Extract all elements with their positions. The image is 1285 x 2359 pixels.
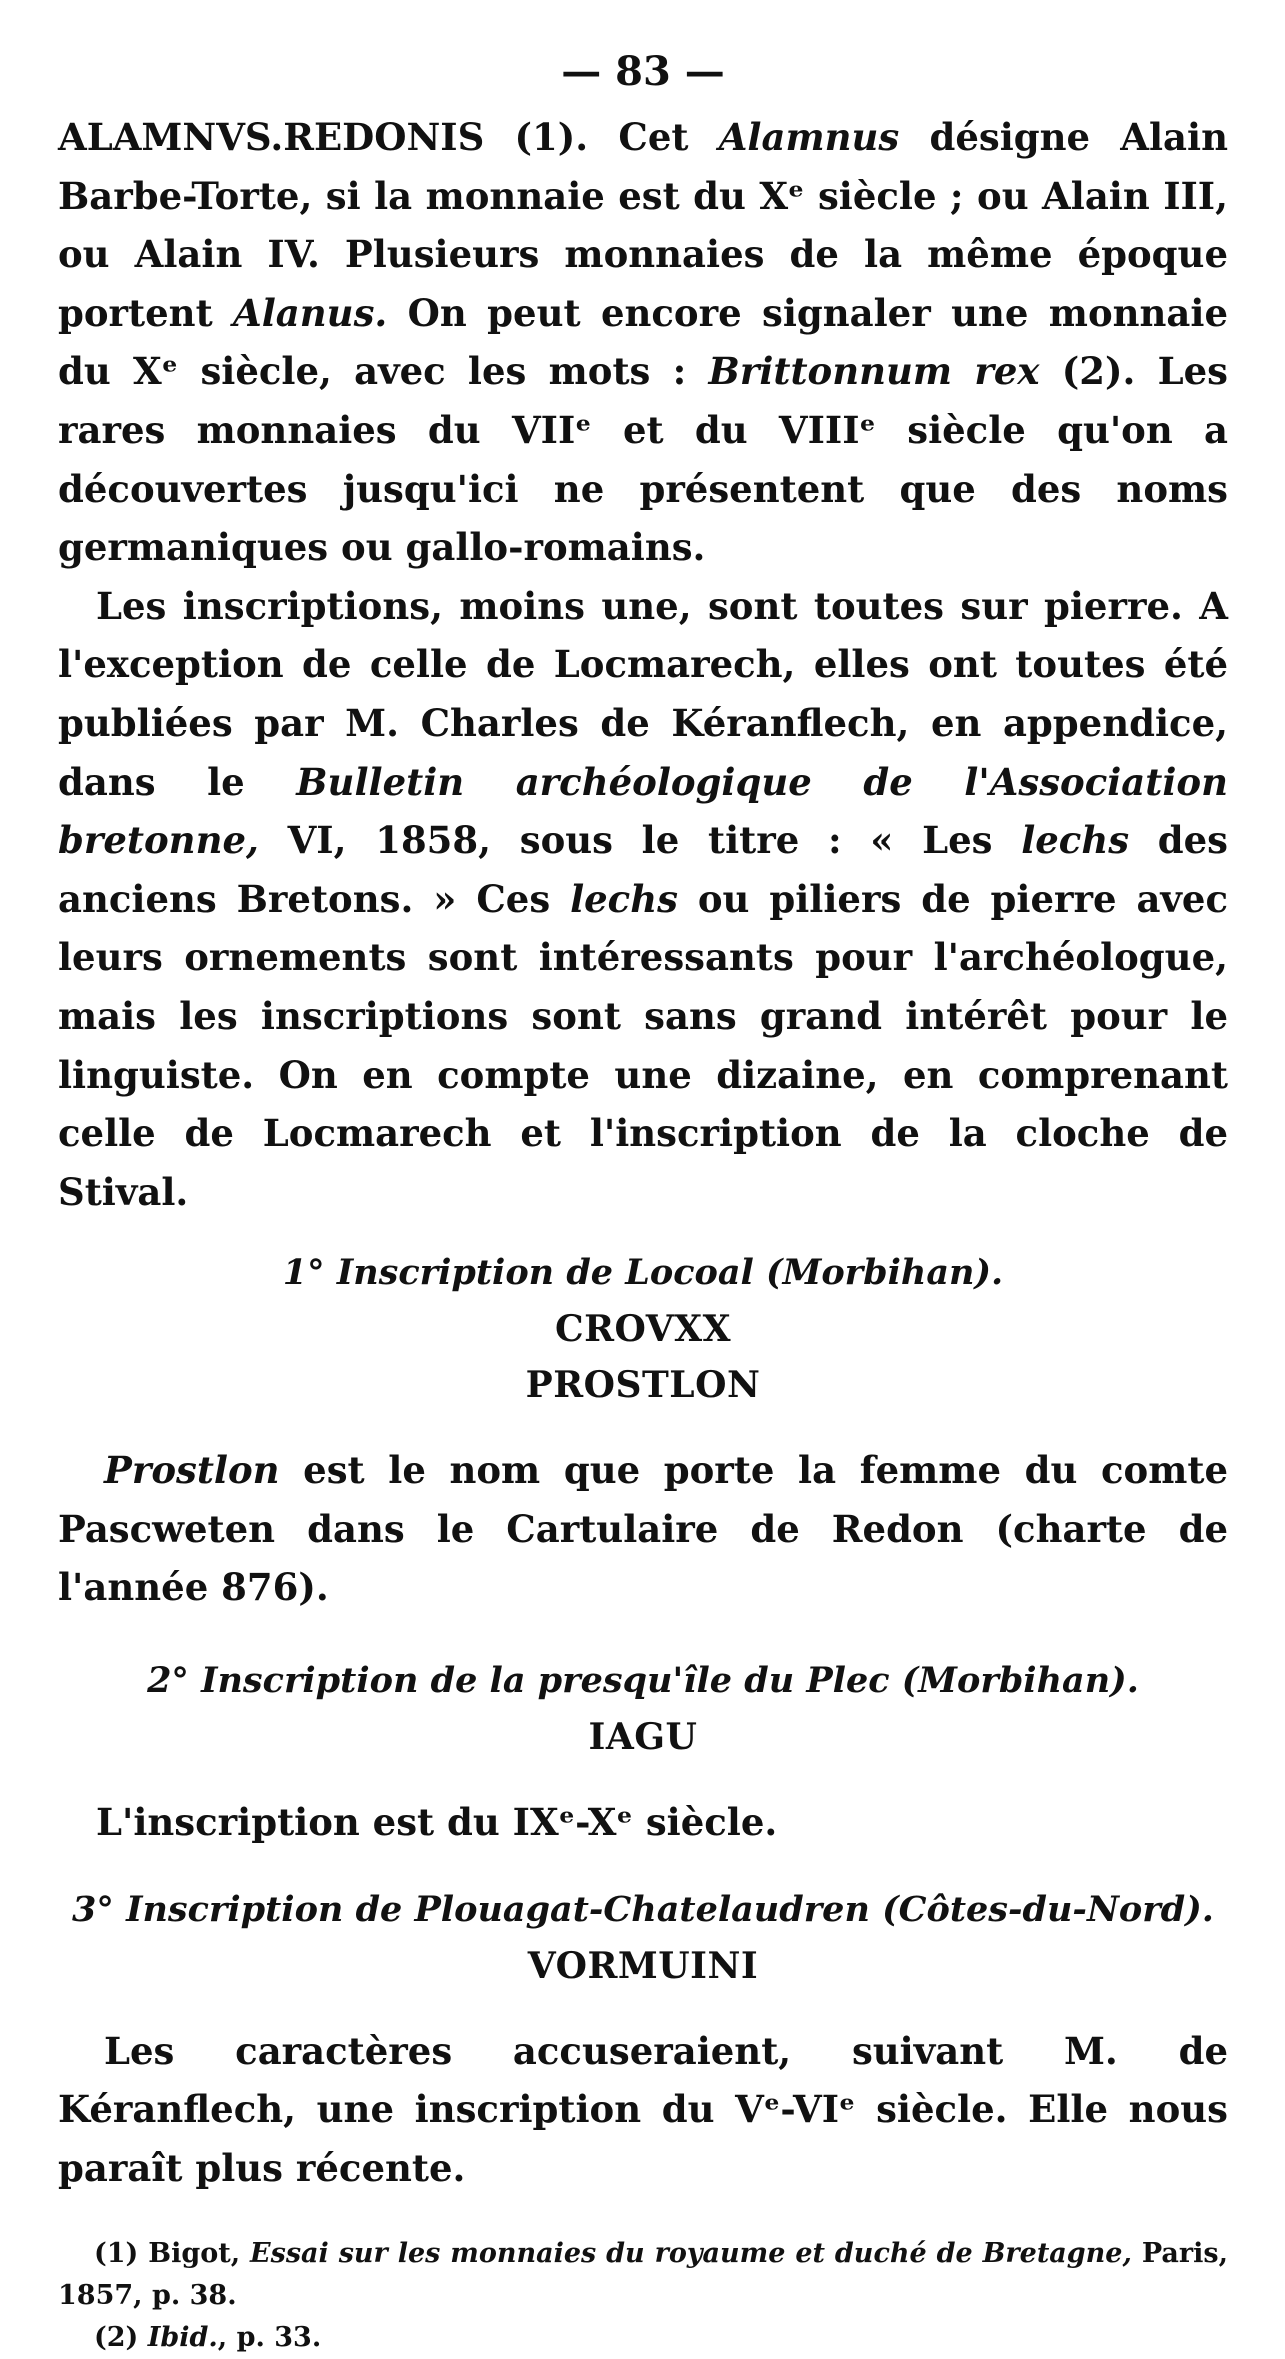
- footnotes: [58, 2233, 1228, 2359]
- para2-text-2: VI, 1858, sous le titre : « Les: [258, 818, 1022, 863]
- para2-text-4: ou piliers de pierre avec leurs ornements sont intéressants pour l'archéologue, mais les inscriptions sont sans grand intérêt pour le linguiste. On en compte une dizaine, en comprenant celle de Locmarech et l'inscription de la cloche de Stival.: [58, 876, 1229, 1214]
- footnote-2-prefix: (2): [94, 2322, 148, 2354]
- para2-italic-lechs-2: lechs: [570, 876, 678, 921]
- para1-text-4: (2). Les rares monnaies du VIIᵉ et du VIIIᵉ siècle qu'on a découvertes jusqu'ici ne présentent que des noms germaniques ou gallo-romains.: [58, 349, 1228, 570]
- footnote-2-suffix: , p. 33.: [217, 2322, 322, 2354]
- paragraph-inscriptions: [58, 577, 1228, 1222]
- section-1-text: [58, 1441, 1228, 1617]
- section-2-heading: 2° Inscription de la presqu'île du Plec (Morbihan).: [147, 1660, 1139, 1702]
- footnote-1: [58, 2233, 1228, 2317]
- section-3-inscription-line-1: VORMUINI: [527, 1944, 759, 1987]
- para1-italic-brittonnum: Brittonnum rex: [708, 349, 1040, 394]
- paragraph-coins: [58, 108, 1228, 577]
- section-2-inscription-line-1: IAGU: [588, 1716, 698, 1759]
- section-1-heading: 1° Inscription de Locoal (Morbihan).: [282, 1252, 1004, 1294]
- section-3-heading: 3° Inscription de Plouagat-Chatelaudren (Côtes-du-Nord).: [72, 1888, 1214, 1930]
- para2-text-3: des anciens Bretons. » Ces: [58, 818, 1229, 921]
- para2-text-1: Les inscriptions, moins une, sont toutes sur pierre. A l'exception de celle de Locmarech, elles ont toutes été publiées par M. Charles de Kéranflech, en appendice, dans le: [58, 583, 1228, 804]
- footnote-1-suffix: Paris, 1857, p. 38.: [58, 2238, 1228, 2312]
- section-1-text-body: est le nom que porte la femme du comte Pascweten dans le Cartulaire de Redon (charte de l'année 876).: [58, 1448, 1228, 1610]
- para1-text-3: On peut encore signaler une monnaie du Xᵉ siècle, avec les mots :: [58, 290, 1228, 394]
- para1-italic-alanus: Alanus.: [233, 290, 388, 335]
- para2-italic-lechs-1: lechs: [1021, 818, 1130, 863]
- para2-italic-bulletin: Bulletin archéologique de l'Association bretonne,: [58, 759, 1229, 863]
- section-1-italic-prostlon: Prostlon: [104, 1448, 280, 1493]
- book-page: [58, 42, 1228, 2359]
- section-1-inscription-line-2: PROSTLON: [525, 1364, 761, 1407]
- footnote-1-prefix: (1) Bigot,: [94, 2238, 251, 2270]
- section-2-text: L'inscription est du IXᵉ-Xᵉ siècle.: [96, 1800, 778, 1845]
- para1-text-1: ALAMNVS.REDONIS (1). Cet: [58, 115, 719, 159]
- para1-text-2: désigne Alain Barbe-Torte, si la monnaie est du Xᵉ siècle ; ou Alain III, ou Alain IV. Plusieurs monnaies de la même époque portent: [58, 115, 1228, 335]
- footnote-2-ibid: Ibid.: [147, 2322, 218, 2354]
- footnote-2: [58, 2317, 1228, 2359]
- para1-italic-alamnus: Alamnus: [718, 115, 900, 159]
- footnote-1-title: Essai sur les monnaies du royaume et duché de Bretagne,: [250, 2238, 1132, 2270]
- page-number: — 83 —: [561, 48, 725, 95]
- section-1-inscription-line-1: CROVXX: [554, 1308, 732, 1351]
- section-3-text: Les caractères accuseraient, suivant M. de Kéranflech, une inscription du Vᵉ-VIᵉ siècle. Elle nous paraît plus récente.: [58, 2028, 1228, 2190]
